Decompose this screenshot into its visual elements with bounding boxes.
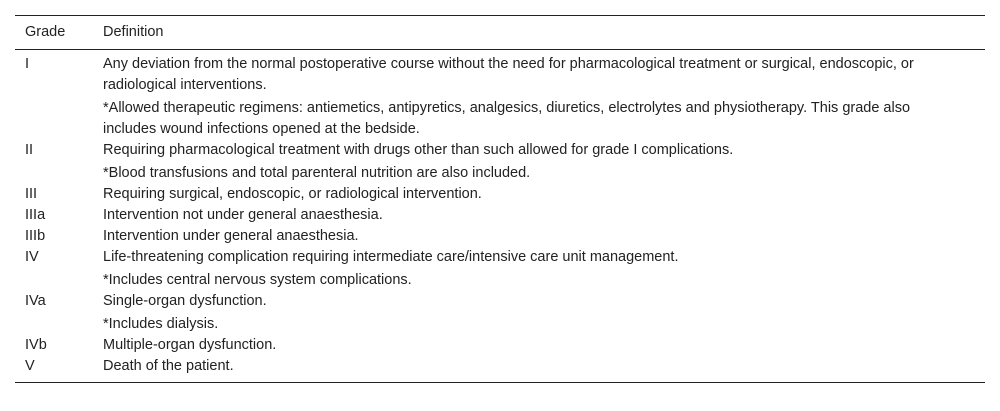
- table-row: [15, 226, 985, 247]
- table-row: [15, 161, 985, 184]
- table-row: [15, 184, 985, 205]
- table-header: [15, 16, 985, 50]
- header-grade: Grade: [15, 16, 93, 50]
- table-row: [15, 312, 985, 335]
- table-row: [15, 268, 985, 291]
- table-row: [15, 335, 985, 356]
- definition-cell: Any deviation from the normal postoperative course without the need for pharmacological treatment or surgical, endoscopic, or radiological interventions.: [103, 56, 914, 93]
- definition-cell: *Blood transfusions and total parenteral nutrition are also included.: [103, 165, 531, 181]
- table-row: [15, 205, 985, 226]
- table-row: [15, 50, 985, 97]
- grade-cell: V: [15, 356, 93, 383]
- definition-cell: Intervention not under general anaesthesia.: [103, 207, 383, 223]
- grade-cell: IVb: [25, 337, 47, 353]
- table-row: [15, 356, 985, 383]
- grade-cell: [15, 312, 93, 335]
- grade-definition-table: [15, 15, 985, 383]
- definition-cell: *Includes dialysis.: [103, 316, 219, 332]
- table-row: [15, 247, 985, 268]
- definition-cell: Intervention under general anaesthesia.: [103, 228, 359, 244]
- grade-cell: [15, 161, 93, 184]
- definition-cell: Life-threatening complication requiring intermediate care/intensive care unit management.: [103, 249, 679, 265]
- definition-cell: Multiple-organ dysfunction.: [103, 337, 277, 353]
- definition-cell: *Allowed therapeutic regimens: antiemetics, antipyretics, analgesics, diuretics, electrolytes and physiotherapy. This grade also includes wound infections opened at the bedside.: [103, 100, 911, 137]
- definition-cell: Requiring surgical, endoscopic, or radiological intervention.: [103, 186, 482, 202]
- definition-cell: *Includes central nervous system complications.: [103, 272, 412, 288]
- definition-cell: Single-organ dysfunction.: [103, 293, 267, 309]
- table-body: [15, 50, 985, 383]
- header-definition: Definition: [93, 16, 985, 50]
- grade-cell: [15, 96, 93, 140]
- grade-cell: IIIa: [25, 207, 46, 223]
- header-row: [15, 16, 985, 50]
- definition-cell: Requiring pharmacological treatment with drugs other than such allowed for grade I complications.: [103, 142, 734, 158]
- grade-cell: [15, 268, 93, 291]
- grade-cell: I: [25, 56, 30, 72]
- table-row: [15, 291, 985, 312]
- definition-cell: Death of the patient.: [93, 356, 985, 383]
- table-row: [15, 96, 985, 140]
- grade-table-container: [15, 15, 985, 383]
- grade-cell: II: [25, 142, 34, 158]
- grade-cell: IV: [25, 249, 39, 265]
- table-row: [15, 140, 985, 161]
- grade-cell: IIIb: [25, 228, 46, 244]
- grade-cell: III: [25, 186, 38, 202]
- grade-cell: IVa: [25, 293, 46, 309]
